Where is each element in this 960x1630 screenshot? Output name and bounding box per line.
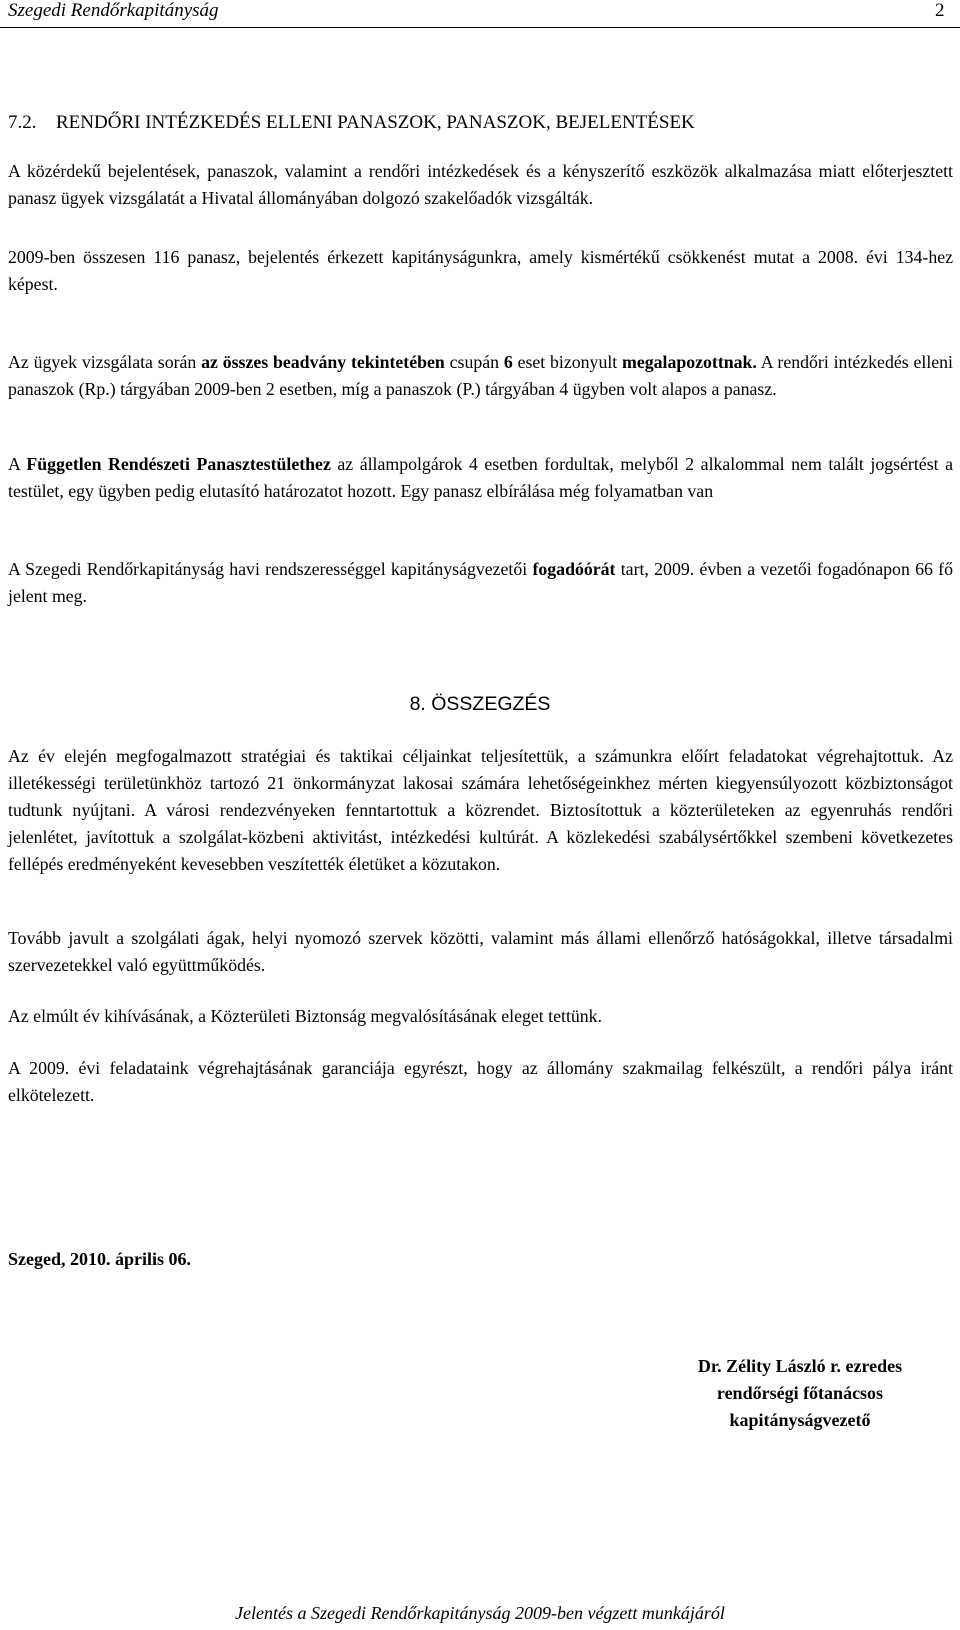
bold-span: 6 — [503, 352, 513, 372]
section-8-heading: 8. ÖSSZEGZÉS — [409, 693, 551, 715]
paragraph-complaints-board — [8, 451, 953, 505]
paragraph-cooperation: Tovább javult a szolgálati ágak, helyi nyomozó szervek közötti, valamint más állami ellenőrző hatóságokkal, illetve társadalmi szervezetekkel való együttműködés. — [8, 928, 953, 975]
section-number: 7.2. — [8, 112, 37, 133]
paragraph-complaints-review: A közérdekű bejelentések, panaszok, valamint a rendőri intézkedések és a kényszerítő eszközök alkalmazása miatt előterjesztett panasz ügyek vizsgálatát a Hivatal állományában dolgozó szakelőadók vizsgálták. — [8, 161, 953, 208]
paragraph-complaint-count: 2009-ben összesen 116 panasz, bejelentés érkezett kapitányságunkra, amely kismértékű csökkenést mutat a 2008. évi 134-hez képest. — [8, 247, 953, 294]
section-7-2-heading — [8, 112, 953, 134]
page-number: 2 — [935, 0, 945, 21]
section-title: RENDŐRI INTÉZKEDÉS ELLENI PANASZOK, PANASZOK, BEJELENTÉSEK — [56, 112, 695, 133]
bold-span: Független Rendészeti Panasztestülethez — [26, 454, 331, 474]
header-divider — [0, 27, 960, 28]
place-date: Szeged, 2010. április 06. — [8, 1249, 191, 1269]
bold-span: az összes beadvány tekintetében — [201, 352, 445, 372]
bold-span: fogadóórát — [532, 559, 616, 579]
bold-span: megalapozottnak. — [622, 352, 757, 372]
paragraph-public-safety: Az elmúlt év kihívásának, a Közterületi Biztonság megvalósításának eleget tettünk. — [8, 1006, 603, 1026]
paragraph-summary: Az év elején megfogalmazott stratégiai és taktikai céljainkat teljesítettük, a számunkra előírt feladatokat végrehajtottuk. Az illetékességi területünkhöz tartozó 21 önkormányzat lakosai számára lehetőségeinkhez mérten kiegyensúlyozott közbiztonságot tudtunk nyújtani. A városi rendezvényeken fenntartottuk a közrendet. Biztosítottuk a közterületeken az egyenruhás rendőri jelenlétet, javítottuk a szolgálat-közbeni aktivitást, intézkedési kultúrát. A közlekedési szabálysértőkkel szembeni következetes fellépés eredményeként kevesebben veszítették életüket a közutakon. — [8, 746, 953, 874]
paragraph-reception-hours — [8, 556, 953, 610]
text-span: az állampolgárok 4 esetben fordultak, melyből 2 alkalommal nem talált jogsértést a testület, egy ügyben pedig elutasító határozatot hozott. Egy panasz elbírálása még folyamatban van — [8, 454, 953, 501]
signature-position: kapitányságvezető — [729, 1410, 871, 1430]
text-span: csupán — [444, 352, 504, 372]
text-span: A rendőri intézkedés elleni panaszok (Rp.) tárgyában 2009-ben 2 esetben, míg a panaszok (P.) tárgyában 4 ügyben volt alapos a panasz. — [8, 352, 953, 399]
text-span: Az ügyek vizsgálata során — [8, 352, 202, 372]
text-span: tart, 2009. évben a vezetői fogadónapon 66 fő jelent meg. — [8, 559, 953, 606]
footer-text: Jelentés a Szegedi Rendőrkapitányság 2009-ben végzett munkájáról — [235, 1603, 725, 1623]
text-span: A Szegedi Rendőrkapitányság havi rendszerességgel kapitányságvezetői — [8, 559, 533, 579]
signature-rank: rendőrségi főtanácsos — [716, 1383, 884, 1403]
paragraph-well-founded — [8, 349, 953, 403]
text-span: A — [8, 454, 27, 474]
header-title: Szegedi Rendőrkapitányság — [8, 0, 219, 21]
text-span: eset bizonyult — [512, 352, 623, 372]
paragraph-guarantee: A 2009. évi feladataink végrehajtásának garanciája egyrészt, hogy az állomány szakmailag felkészült, a rendőri pálya iránt elkötelezett. — [8, 1058, 953, 1105]
signature-name: Dr. Zélity László r. ezredes — [697, 1356, 903, 1376]
